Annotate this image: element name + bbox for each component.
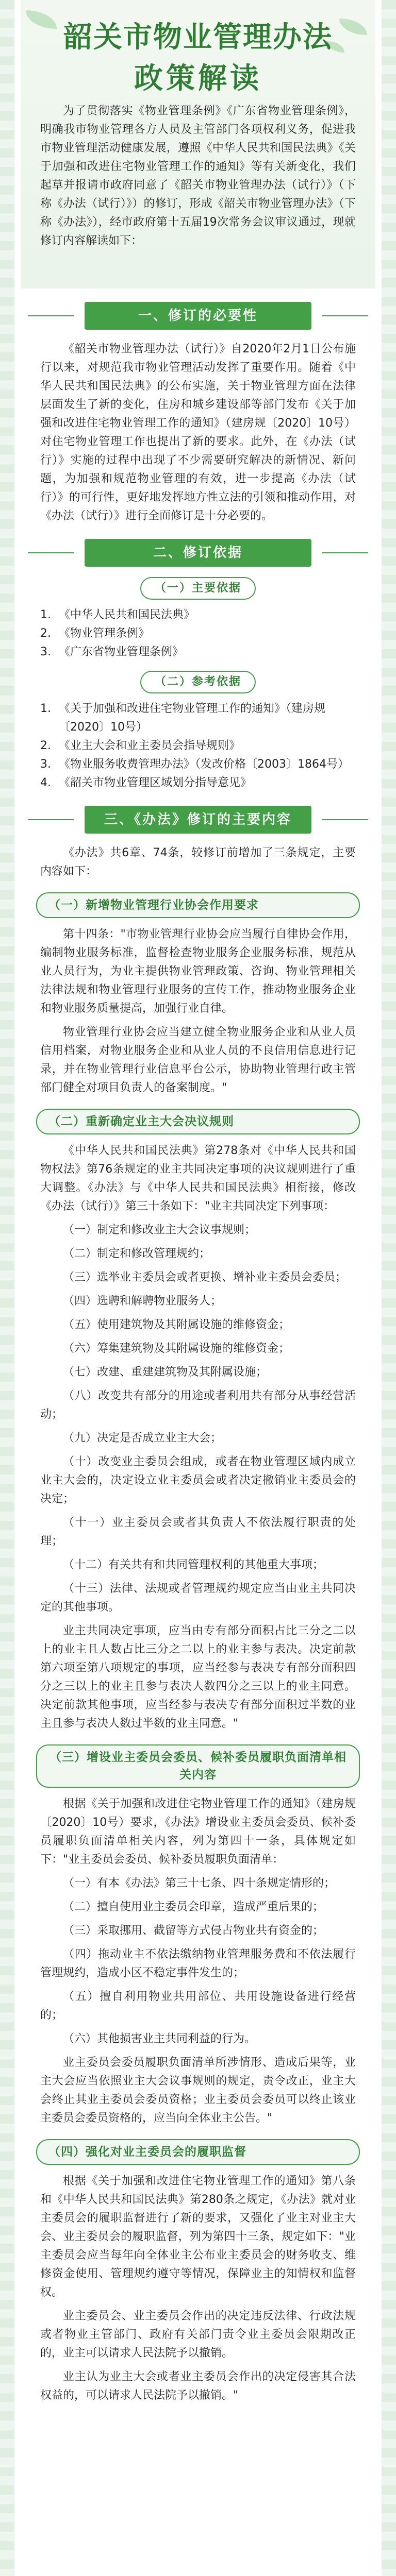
item1-paragraph: 物业管理行业协会应当建立健全物业服务企业和从业人员信用档案，对物业服务企业和从业人员的不良信用信息进行记录，并在物业管理行业信息平台公示，协助物业管理行政主管部门健全对项目负责人的备案制度。"	[40, 1026, 356, 1094]
item-heading-4: （四）强化对业主委员会的履职监督	[36, 2139, 360, 2165]
item2-paragraph: 《中华人民共和国民法典》第278条对《中华人民共和国物权法》第76条规定的业主共同决定事项的决议规则进行了重大调整。《办法》与《中华人民共和国民法典》相衔接，修改《办法（试行）》第三十条如下："业主共同决定下列事项：	[40, 1144, 356, 1213]
item2-paragraph: （六）筹集建筑物及其附属设施的维修资金；	[63, 1342, 290, 1355]
page-title: 韶关市物业管理办法	[63, 20, 333, 54]
ref-basis-label: （二）参考依据	[140, 671, 256, 693]
ref-basis-list	[40, 700, 356, 792]
list-item: 1. 《关于加强和改进住宅物业管理工作的通知》（建房规〔2020〕10号）	[40, 702, 326, 734]
item3-paragraph: （三）采取挪用、截留等方式侵占物业共有资金的；	[63, 1924, 324, 1937]
item3-paragraph: （四）拖动业主不依法缴纳物业管理服务费和不依法履行管理规约，造成小区不稳定事件发生的；	[40, 1948, 356, 1979]
item2-paragraph: 业主共同决定事项，应当由专有部分面积占比三分之二以上的业主且人数占比三分之二以上的业主参与表决。决定前款第六项至第八项规定的事项，应当经参与表决专有部分面积四分之三以上的业主且参与表决人数四分之三以上的业主同意。决定前款其他事项，应当经参与表决专有部分面积过半数的业主且参与表决人数过半数的业主同意。"	[40, 1624, 356, 1730]
list-item: 2. 《业主大会和业主委员会指导规则》	[40, 739, 241, 752]
item2-paragraph: （五）使用建筑物及其附属设施的维修资金；	[63, 1318, 290, 1331]
item2-paragraph: （十三）法律、法规或者管理规约规定应当由业主共同决定的其他事项。	[40, 1582, 356, 1614]
section-banner-1: 一、修订的必要性	[85, 302, 311, 330]
item2-paragraph: （七）改建、重建建筑物及其附属设施；	[63, 1366, 268, 1379]
list-item: 4. 《韶关市物业管理区域划分指导意见》	[40, 776, 252, 789]
item4-paragraph: 业主委员会、业主委员会作出的决定违反法律、行政法规或者物业主管部门、政府有关部门责令业主委员会限期改正的，业主可以请求人民法院予以撤销。	[40, 2310, 356, 2360]
item2-paragraph: （二）制定和修改管理规约；	[63, 1247, 211, 1260]
page-subtitle: 政策解读	[134, 61, 262, 95]
item-heading-2: （二）重新确定业主大会决议规则	[36, 1109, 360, 1134]
item2-paragraph: （四）选聘和解聘物业服务人；	[63, 1295, 222, 1308]
item3-paragraph: （一）有本《办法》第三十七条、四十条规定情形的；	[63, 1877, 336, 1890]
list-item: 2. 《物业管理条例》	[40, 627, 150, 640]
item-heading-3: （三）增设业主委员会委员、候补委员履职负面清单相关内容	[36, 1744, 360, 1788]
intro-paragraph: 为了贯彻落实《物业管理条例》《广东省物业管理条例》，明确我市物业管理各方人员及主管部门各项权利义务，促进我市物业管理活动健康发展，遵照《中华人民共和国民法典》《关于加强和改进住宅物业管理工作的通知》等有关新变化，我们起草并报请市政府同意了《韶关市物业管理办法（试行）》（下称《办法（试行）》）的修订，形成《韶关市物业管理办法》（下称《办法》），经市政府第十五届19次常务会议审议通过，现就修订内容解读如下：	[40, 105, 356, 247]
item3-paragraph: （二）擅自使用业主委员会印章，造成严重后果的；	[63, 1901, 324, 1913]
item3-paragraph: （五）擅自利用物业共用部位、共用设施设备进行经营的；	[40, 1990, 356, 2022]
item3-paragraph: 根据《关于加强和改进住宅物业管理工作的通知》（建房规〔2020〕10号）要求，《办法》增设业主委员会委员、候补委员履职负面清单相关内容，列为第四十一条，具体规定如下："业主委员会委员、候补委员履职负面清单：	[40, 1798, 356, 1866]
item3-paragraph: （六）其他损害业主共同利益的行为。	[63, 2032, 256, 2045]
item2-paragraph: （一）制定和修改业主大会议事规则；	[63, 1224, 256, 1236]
right-decor-strip	[382, 0, 396, 2576]
item2-paragraph: （十）改变业主委员会组成，或者在物业管理区域内成立业主大会的，决定设立业主委员会或者决定撤销业主委员会的决定；	[40, 1455, 356, 1505]
section3-overview: 《办法》共6章、74条，较修订前增加了三条规定，主要内容如下：	[40, 846, 356, 878]
item2-paragraph: （三）选举业主委员会或者更换、增补业主委员会委员；	[63, 1271, 347, 1284]
section1-paragraph: 《韶关市物业管理办法（试行）》自2020年2月1日公布施行以来，对规范我市物业管理活动发挥了重要作用。随着《中华人民共和国民法典》的公布实施，关于物业管理方面在法律层面发生了新的变化，住房和城乡建设部等部门发布《关于加强和改进住宅物业管理工作的通知》（建房规〔2020〕10号）对住宅物业管理工作也提出了新的要求。此外，在《办法（试行）》实施的过程中出现了不少需要研究解决的新情况、新问题，为加强和规范物业管理的有效，进一步提高《办法（试行）》的可行性，更好地发挥地方性立法的引领和推动作用，对《办法（试行）》进行全面修订是十分必要的。	[40, 343, 356, 522]
item4-paragraph: 根据《关于加强和改进住宅物业管理工作的通知》第八条和《中华人民共和国民法典》第280条之规定，《办法》就对业主委员会的履职监督进行了新的要求，又强化了业主对业主大会、业主委员会的履职监督，列为第四十三条，规定如下："业主委员会应当每年向全体业主公布业主委员会的财务收支、维修资金使用、管理规约遵守等情况，保障业主的知情权和监督权。	[40, 2175, 356, 2299]
content	[21, 0, 375, 2576]
item1-paragraph: 第十四条："市物业管理行业协会应当履行自律协会作用，编制物业服务标准，监督检查物业服务企业服务标准，规范从业人员行为，为业主提供物业管理政策、咨询、物业管理相关法律法规和物业管理行业服务的宣传工作，推动物业服务企业和物业服务质量提高，加强行业自律。	[40, 928, 356, 1015]
section-banner-2: 二、修订依据	[85, 539, 311, 567]
item2-paragraph: （九）决定是否成立业主大会；	[63, 1432, 222, 1445]
list-item: 3. 《广东省物业管理条例》	[40, 646, 184, 658]
header	[21, 0, 375, 289]
item4-paragraph: 业主认为业主大会或者业主委员会作出的决定侵害其合法权益的，可以请求人民法院予以撤销。"	[40, 2370, 356, 2402]
list-item: 3. 《物业服务收费管理办法》（发改价格〔2003〕1864号）	[40, 758, 349, 771]
section-banner-3: 三、《办法》修订的主要内容	[85, 806, 311, 834]
main-basis-label: （一）主要依据	[140, 577, 256, 600]
item3-paragraph: 业主委员会委员履职负面清单所涉情形、造成后果等，业主大会应当依照业主大会议事规则的规定，责令改正，业主大会终止其业主委员会委员资格；业主委员会委员可以终止该业主委员会委员资格的，应当向全体业主公告。"	[40, 2056, 356, 2125]
item-heading-1: （一）新增物业管理行业协会作用要求	[36, 892, 360, 918]
item2-paragraph: （十二）有关共有和共同管理权利的其他重大事项；	[63, 1558, 324, 1571]
left-decor-strip	[0, 0, 14, 2576]
item2-paragraph: （十一）业主委员会或者其负责人不依法履行职责的处理；	[40, 1516, 356, 1548]
item2-paragraph: （八）改变共有部分的用途或者利用共有部分从事经营活动；	[40, 1389, 356, 1421]
list-item: 1. 《中华人民共和国民法典》	[40, 608, 195, 621]
main-basis-list	[40, 606, 356, 662]
